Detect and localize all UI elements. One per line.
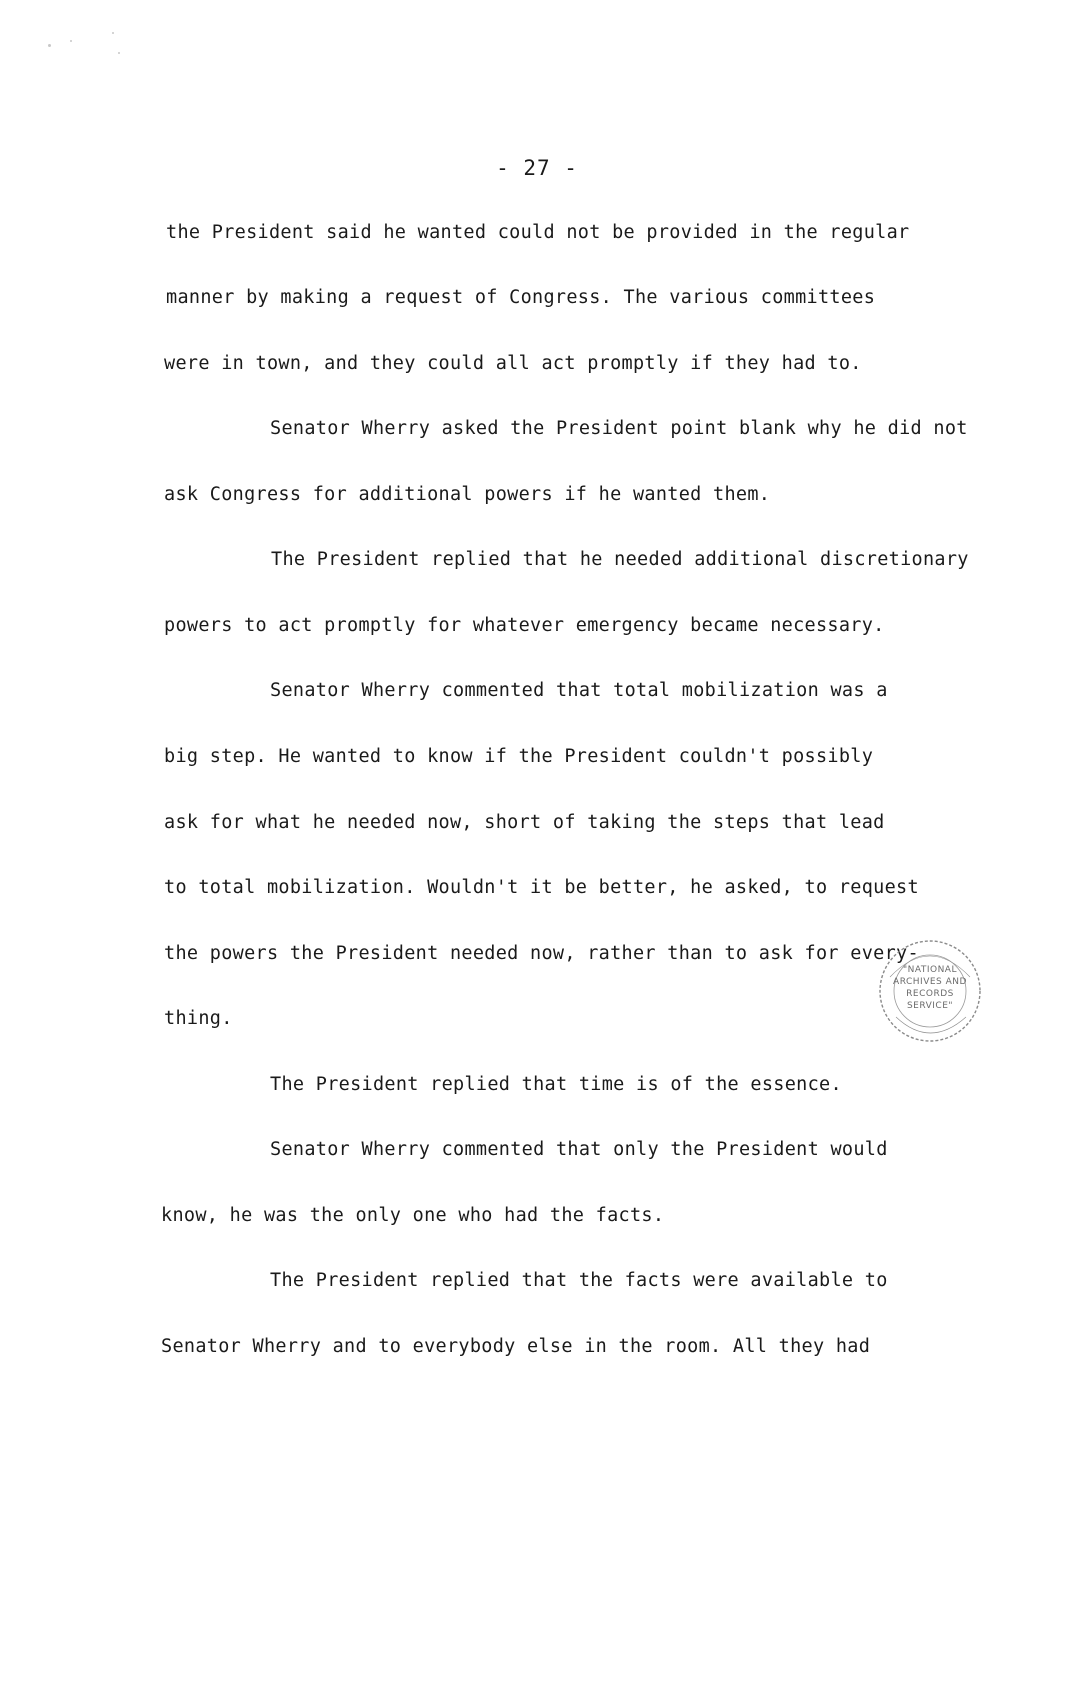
stamp-text: "NATIONAL: [903, 965, 957, 975]
stamp-text: ARCHIVES AND: [893, 977, 967, 987]
text-line: know, he was the only one who had the facts.: [161, 1205, 665, 1226]
text-line: Senator Wherry commented that only the President would: [270, 1139, 888, 1160]
text-line: the President said he wanted could not be provided in the regular: [166, 222, 910, 243]
page-number: - 27 -: [496, 156, 578, 180]
text-line: The President replied that he needed additional discretionary: [271, 549, 969, 570]
text-line: the powers the President needed now, rather than to ask for every-: [164, 943, 919, 964]
scan-speck: [118, 52, 120, 54]
text-line: manner by making a request of Congress. The various committees: [166, 287, 876, 308]
scan-speck: [112, 32, 114, 34]
text-line: to total mobilization. Wouldn't it be better, he asked, to request: [164, 877, 919, 898]
text-line: thing.: [164, 1008, 233, 1029]
scan-speck: [48, 44, 51, 47]
text-line: were in town, and they could all act promptly if they had to.: [164, 353, 862, 374]
text-line: ask for what he needed now, short of taking the steps that lead: [164, 812, 885, 833]
text-line: ask Congress for additional powers if he wanted them.: [164, 484, 771, 505]
text-line: The President replied that the facts were available to: [270, 1270, 888, 1291]
text-line: Senator Wherry and to everybody else in the room. All they had: [161, 1336, 871, 1357]
text-line: big step. He wanted to know if the President couldn't possibly: [164, 746, 874, 767]
stamp-text: SERVICE": [906, 1001, 954, 1011]
text-line: The President replied that time is of the essence.: [270, 1074, 842, 1095]
text-line: Senator Wherry commented that total mobilization was a: [270, 680, 888, 701]
scan-speck: [70, 40, 72, 42]
stamp-text: RECORDS: [906, 989, 954, 999]
text-line: powers to act promptly for whatever emergency became necessary.: [164, 615, 885, 636]
archives-stamp: [876, 937, 984, 1045]
text-line: Senator Wherry asked the President point blank why he did not: [270, 418, 968, 439]
